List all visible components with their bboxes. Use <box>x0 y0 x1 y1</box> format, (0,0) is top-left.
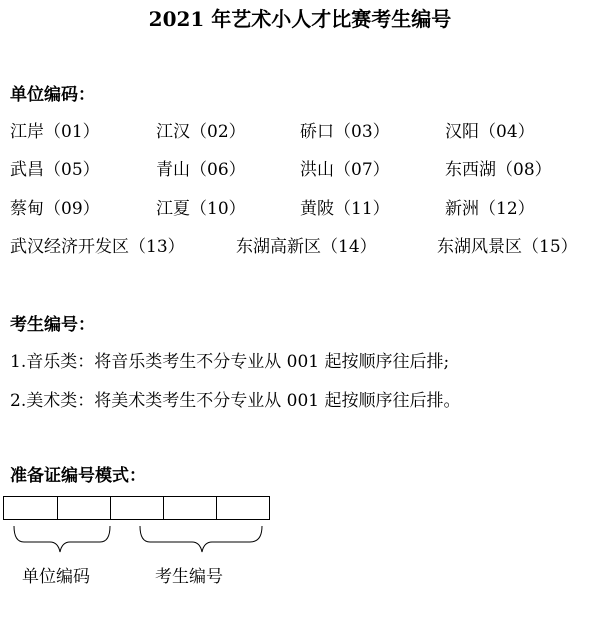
digit-box <box>57 496 111 520</box>
unit-item-hongshan: 洪山（07） <box>300 160 390 180</box>
ticket-format-heading: 准备证编号模式： <box>10 466 146 486</box>
rule-art: 2.美术类：将美术类考生不分专业从 001 起按顺序往后排。 <box>10 391 461 411</box>
brace-label-unit-code: 单位编码 <box>22 567 90 587</box>
unit-item-caidian: 蔡甸（09） <box>10 199 100 219</box>
unit-item-wuhan-economic-zone: 武汉经济开发区（13） <box>10 237 185 257</box>
unit-item-wuchang: 武昌（05） <box>10 160 100 180</box>
brace-label-candidate-number: 考生编号 <box>155 567 223 587</box>
unit-item-huangpi: 黄陂（11） <box>300 199 390 219</box>
unit-item-xinzhou: 新洲（12） <box>445 199 535 219</box>
ticket-number-boxes <box>3 496 270 520</box>
unit-item-qiaokou: 硚口（03） <box>300 122 390 142</box>
digit-box <box>110 496 164 520</box>
unit-item-dongxihu: 东西湖（08） <box>445 160 552 180</box>
candidate-number-brace <box>140 526 262 552</box>
unit-item-jianghan: 江汉（02） <box>156 122 246 142</box>
digit-box <box>163 496 217 520</box>
digit-box <box>3 496 58 520</box>
unit-item-qingshan: 青山（06） <box>156 160 246 180</box>
unit-item-donghu-scenic: 东湖风景区（15） <box>437 237 578 257</box>
unit-item-donghu-hightech: 东湖高新区（14） <box>236 237 377 257</box>
digit-box <box>216 496 270 520</box>
brace-diagram <box>0 520 300 570</box>
page-title: 2021 年艺术小人才比赛考生编号 <box>148 7 452 31</box>
rule-music: 1.音乐类：将音乐类考生不分专业从 001 起按顺序往后排; <box>10 352 450 372</box>
unit-code-heading: 单位编码： <box>10 85 95 105</box>
unit-item-jiangxia: 江夏（10） <box>156 199 246 219</box>
candidate-number-heading: 考生编号： <box>10 315 95 335</box>
unit-item-jiangan: 江岸（01） <box>10 122 100 142</box>
unit-code-brace <box>14 526 110 552</box>
unit-item-hanyang: 汉阳（04） <box>445 122 535 142</box>
